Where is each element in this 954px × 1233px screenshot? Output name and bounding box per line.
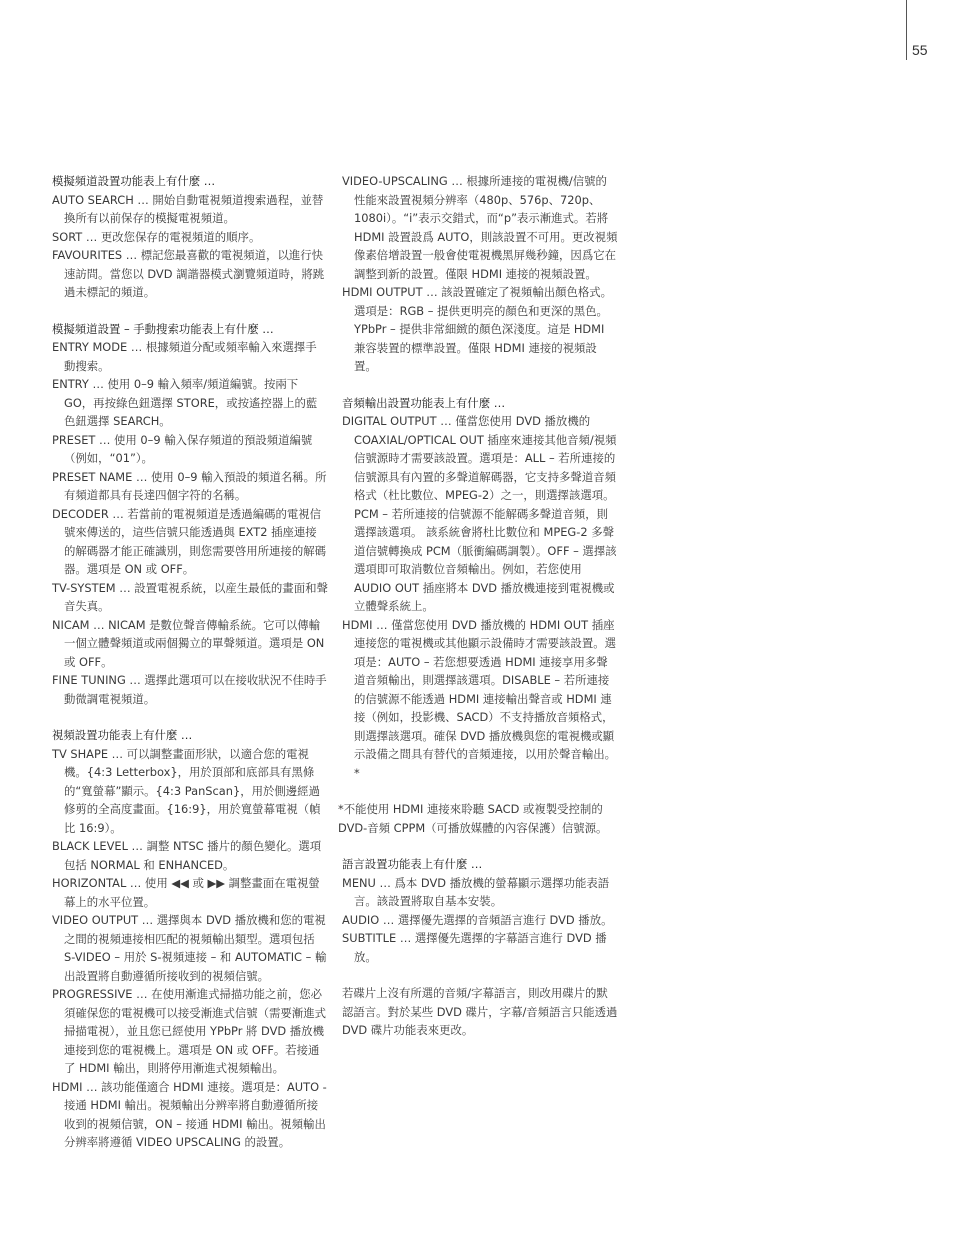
- entry-sort: SORT … 更改您保存的電視頻道的順序。: [52, 229, 261, 244]
- page-number: 55: [912, 42, 928, 58]
- entry-digital-output: DIGITAL OUTPUT … 僅當您使用 DVD 播放機的 COAXIAL/OPTICAL OUT 插座來連接其他音頻/視頻信號源時才需要該設置。選項是：ALL – 若所連接的信號源具有內置的多聲道解碼器，它支持多聲道音頻格式（杜比數位、MPEG-2）之一，則選擇該選項。PCM – 若所連接的信號源不能解碼多聲道音頻，則選擇該選項。 該系統會將杜比數位和 MPEG-2 多聲道信號轉換成 PCM（脈衝編碼調製）。OFF – 選擇該選項即可取消數位音頻輸出。例如，若您使用 AUDIO OUT 插座將本 DVD 播放機連接到電視機或立體聲系統上。: [342, 414, 617, 613]
- section-heading: 音頻輸出設置功能表上有什麼 …: [342, 395, 506, 410]
- video-setup-continued-section: [342, 172, 618, 376]
- section-heading: 視頻設置功能表上有什麼 …: [52, 728, 193, 742]
- entry-entry-mode: ENTRY MODE … 根據頻道分配或頻率輸入來選擇手動搜索。: [52, 340, 317, 373]
- footnote: *不能使用 HDMI 連接來聆聽 SACD 或複製受控制的 DVD-音頻 CPPM（可播放媒體的內容保護）信號源。: [338, 802, 608, 835]
- page-rule: [906, 0, 907, 60]
- entry-entry: ENTRY … 使用 0–9 輸入頻率/頻道編號。按兩下 GO，再按綠色鈕選擇 STORE，或按遙控器上的藍色鈕選擇 SEARCH。: [52, 377, 318, 428]
- entry-preset: PRESET … 使用 0–9 輸入保存頻道的預設頻道編號（例如，“01”）。: [52, 432, 313, 465]
- entry-favourites: FAVOURITES … 標記您最喜歡的電視頻道，以進行快速訪問。當您以 DVD 調諧器模式瀏覽頻道時，將跳過未標記的頻道。: [52, 248, 325, 299]
- audio-output-setup-section: [342, 394, 618, 783]
- entry-preset-name: PRESET NAME … 使用 0–9 輸入預設的頻道名稱。所有頻道都具有長達四個字符的名稱。: [52, 469, 327, 502]
- entry-tv-system: TV-SYSTEM … 設置電視系統，以産生最低的畫面和聲音失真。: [52, 580, 328, 613]
- entry-subtitle: SUBTITLE … 選擇優先選擇的字幕語言進行 DVD 播放。: [342, 931, 607, 964]
- section-heading: 模擬頻道設置功能表上有什麼 …: [52, 174, 216, 188]
- entry-audio: AUDIO … 選擇優先選擇的音頻語言進行 DVD 播放。: [342, 912, 613, 927]
- entry-video-upscaling: VIDEO-UPSCALING … 根據所連接的電視機/信號的性能來設置視頻分辨率（480p、576p、720p、1080i）。“i”表示交錯式，而“p”表示漸進式。若將 HDMI 設置設爲 AUTO，則該設置不可用。更改視頻像素倍增設置一般會使電視機黑屏幾秒鐘，因爲它在調整到新的設置。僅限 HDMI 連接的視頻設置。: [342, 174, 618, 281]
- right-column: [338, 172, 618, 1058]
- closing-note: 若碟片上沒有所選的音頻/字幕語言，則改用碟片的默認語言。對於某些 DVD 碟片，字幕/音頻語言只能透過 DVD 碟片功能表來更改。: [342, 986, 618, 1037]
- entry-black-level: BLACK LEVEL … 調整 NTSC 播片的顏色變化。選項包括 NORMAL 和 ENHANCED。: [52, 839, 322, 872]
- entry-hdmi-audio: HDMI … 僅當您使用 DVD 播放機的 HDMI OUT 插座連接您的電視機或其他顯示設備時才需要該設置。選項是：AUTO – 若您想要透過 HDMI 連接享用多聲道音頻輸出，則選擇該選項。DISABLE – 若所連接的信號源不能透過 HDMI 連接輸出聲音或 HDMI 連接（例如，投影機、SACD）不支持播放音頻格式，則選擇該選項。確保 DVD 播放機與您的電視機或顯示設備之間具有替代的音頻連接，以用於聲音輸出。*: [342, 617, 616, 780]
- left-column: [52, 172, 328, 1170]
- video-setup-section: [52, 726, 328, 1152]
- entry-fine-tuning: FINE TUNING … 選擇此選項可以在接收狀況不佳時手動微調電視頻道。: [52, 673, 327, 706]
- entry-video-output: VIDEO OUTPUT … 選擇與本 DVD 播放機和您的電視之間的視頻連接相匹配的視頻輸出類型。選項包括 S-VIDEO – 用於 S-視頻連接 – 和 AUTOMATIC – 輸出設置將自動遵循所接收到的視頻信號。: [52, 913, 327, 983]
- analog-channel-setup-section: [52, 172, 328, 302]
- entry-menu: MENU … 爲本 DVD 播放機的螢幕顯示選擇功能表語言。該設置將取自基本安裝。: [342, 875, 610, 908]
- entry-decoder: DECODER … 若當前的電視頻道是透過編碼的電視信號來傳送的，這些信號只能透過與 EXT2 插座連接的解碼器才能正確識別，則您需要啓用所連接的解碼器。選項是 ON 或 OFF。: [52, 506, 326, 576]
- entry-hdmi-output: HDMI OUTPUT … 該設置確定了視頻輸出顏色格式。選項是：RGB – 提供更明亮的顏色和更深的黑色。YPbPr – 提供非常細緻的顏色深淺度。這是 HDMI 兼容裝置的標準設置。僅限 HDMI 連接的視頻設置。: [342, 285, 613, 373]
- entry-tv-shape: TV SHAPE … 可以調整畫面形狀，以適合您的電視機。{4:3 Letterbox}，用於頂部和底部具有黑條的“寬螢幕”顯示。{4:3 PanScan}，用於側邊經過修剪的全高度畫面。{16:9}，用於寬螢幕電視（幀比 16:9）。: [52, 746, 321, 835]
- entry-horizontal: HORIZONTAL … 使用 ◀◀ 或 ▶▶ 調整畫面在電視螢幕上的水平位置。: [52, 876, 320, 909]
- closing-note-section: [342, 984, 618, 1040]
- entry-auto-search: AUTO SEARCH … 開始自動電視頻道搜索過程，並替換所有以前保存的模擬電視頻道。: [52, 192, 324, 225]
- entry-hdmi-video: HDMI … 該功能僅適合 HDMI 連接。選項是：AUTO - 接通 HDMI 輸出。視頻輸出分辨率將自動遵循所接收到的視頻信號，ON – 接通 HDMI 輸出。視頻輸出分辨率將遵循 VIDEO UPSCALING 的設置。: [52, 1079, 327, 1149]
- footnote-section: [338, 800, 618, 837]
- language-setup-section: [342, 855, 618, 966]
- entry-progressive: PROGRESSIVE … 在使用漸進式掃描功能之前，您必須確保您的電視機可以接受漸進式信號（需要漸進式掃描電視），並且您已經使用 YPbPr 將 DVD 播放機連接到您的電視機上。選項是 ON 或 OFF。若接通了 HDMI 輸出，則將停用漸進式視頻輸出。: [52, 987, 326, 1075]
- section-heading: 語言設置功能表上有什麼 …: [342, 857, 483, 871]
- section-heading: 模擬頻道設置 – 手動搜索功能表上有什麼 …: [52, 321, 274, 336]
- manual-search-section: [52, 320, 328, 709]
- entry-nicam: NICAM … NICAM 是數位聲音傳輸系統。它可以傳輸一個立體聲頻道或兩個獨立的單聲頻道。選項是 ON 或 OFF。: [52, 617, 325, 669]
